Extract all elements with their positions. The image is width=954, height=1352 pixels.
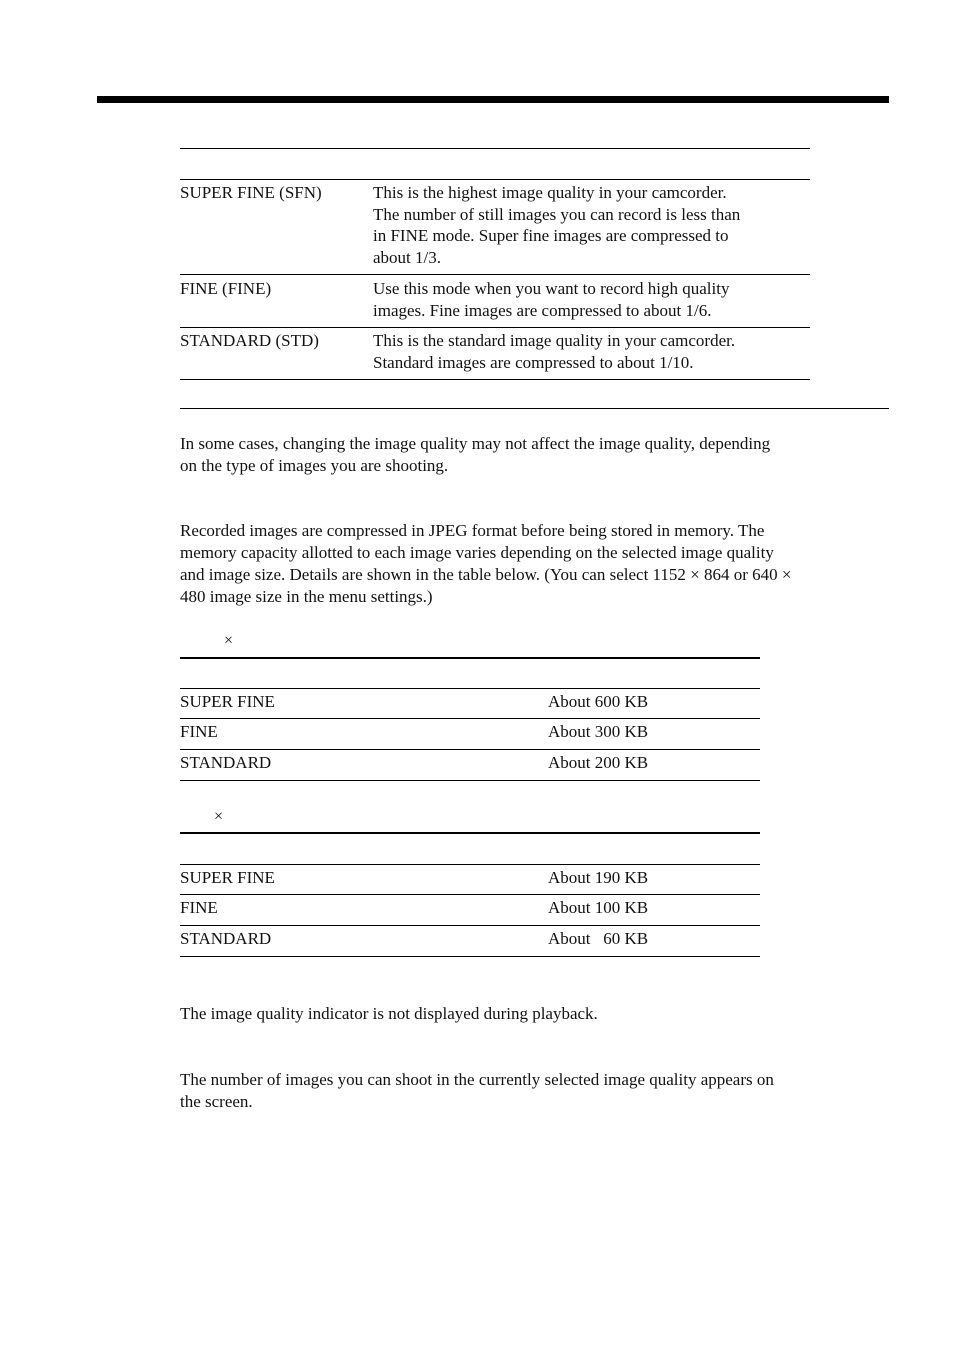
table-top-rule (180, 657, 760, 659)
row-divider (180, 718, 760, 719)
table-header-rule (180, 688, 760, 689)
table-2-size: About 60 KB (548, 929, 649, 948)
note-paragraph-3: The image quality indicator is not displayed during playback. (180, 1004, 598, 1023)
note-paragraph-4: The number of images you can shoot in the currently selected image quality appears on the screen. (180, 1070, 774, 1111)
row-divider (180, 274, 810, 275)
table-bottom-rule (180, 379, 810, 380)
note-paragraph-1: In some cases, changing the image quality may not affect the image quality, depending on the type of images you are shooting. (180, 434, 771, 475)
row-divider (180, 925, 760, 926)
section-divider (180, 408, 889, 409)
row-divider (180, 749, 760, 750)
row-divider (180, 327, 810, 328)
table-1-quality: SUPER FINE (180, 692, 275, 711)
table-top-rule (180, 148, 810, 149)
table-1-heading-symbol: × (224, 632, 234, 649)
table-2-quality: STANDARD (180, 929, 272, 948)
table-1-size: About 300 KB (548, 722, 649, 741)
table-1-size: About 200 KB (548, 753, 649, 772)
table-header-rule (180, 864, 760, 865)
table-1-quality: FINE (180, 722, 218, 741)
mode-name-super-fine: SUPER FINE (SFN) (180, 183, 322, 202)
table-1-quality: STANDARD (180, 753, 272, 772)
header-bar (97, 96, 889, 103)
table-2-size: About 190 KB (548, 868, 649, 887)
table-2-quality: SUPER FINE (180, 868, 275, 887)
table-1-size: About 600 KB (548, 692, 649, 711)
mode-desc-fine: Use this mode when you want to record high quality images. Fine images are compressed to about 1/6. (373, 279, 730, 320)
table-bottom-rule (180, 780, 760, 781)
note-paragraph-2: Recorded images are compressed in JPEG format before being stored in memory. The memory capacity allotted to each image varies depending on the selected image quality and image size. Details are shown in the table below. (You can select 1152 × 864 or 640 × 480 image size in the menu settings.) (180, 521, 792, 606)
mode-name-standard: STANDARD (STD) (180, 331, 319, 350)
table-2-size: About 100 KB (548, 898, 649, 917)
table-2-heading-symbol: × (214, 808, 224, 825)
table-header-rule (180, 179, 810, 180)
mode-desc-super-fine: This is the highest image quality in your camcorder. The number of still images you can record is less than in FINE mode. Super fine images are compressed to about 1/3. (373, 183, 741, 267)
mode-name-fine: FINE (FINE) (180, 279, 272, 298)
table-top-rule (180, 832, 760, 834)
row-divider (180, 894, 760, 895)
mode-desc-standard: This is the standard image quality in your camcorder. Standard images are compressed to about 1/10. (373, 331, 736, 372)
table-2-quality: FINE (180, 898, 218, 917)
table-bottom-rule (180, 956, 760, 957)
